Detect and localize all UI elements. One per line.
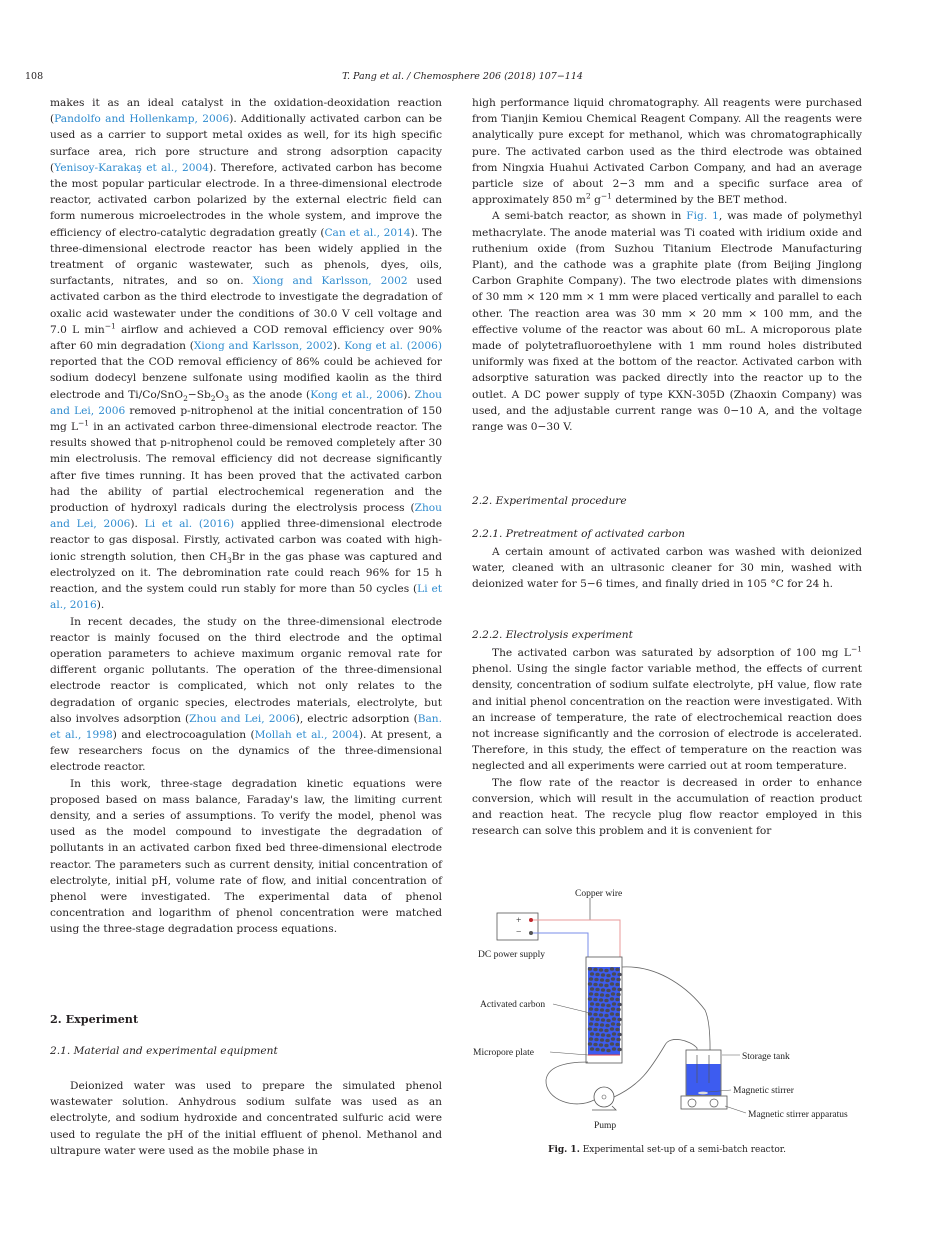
left-column-body <box>50 95 442 938</box>
carbon-granule <box>606 1019 610 1023</box>
text-run: In this work, three-stage degradation kinetic equations were proposed based on mass balance, Faraday's law, the limiting current density, and a series of assumptions. To verify the model, phenol was used as the model compound to investigate the degradation of pollutants in an activated carbon fixed bed three-dimensional electrode reactor. The parameters such as current density, initial concentration of electrolyte, initial pH, volume rate of flow, and initial concentration of phenol were investigated. The experimental data of phenol concentration and logarithm of phenol concentration were matched using the three-stage degradation process equations. <box>50 777 442 936</box>
text-run: The activated carbon was saturated by adsorption of 100 mg L <box>492 647 851 659</box>
text-run: determined by the BET method. <box>611 194 788 207</box>
superscript: 2 <box>585 191 591 201</box>
carbon-granule <box>604 1014 608 1018</box>
carbon-granule <box>611 977 615 981</box>
carbon-granule <box>612 1047 616 1051</box>
citation-link[interactable]: Kong et al., 2006 <box>310 388 404 401</box>
carbon-granule <box>610 997 614 1001</box>
carbon-granule <box>601 988 605 992</box>
label-dc-power-supply: DC power supply <box>478 950 546 960</box>
carbon-granule <box>599 1043 603 1047</box>
carbon-granule <box>612 1032 616 1036</box>
carbon-granule <box>606 989 610 993</box>
carbon-granule <box>588 1042 592 1046</box>
text-run: ). <box>333 340 345 353</box>
carbon-granule <box>594 1008 598 1012</box>
carbon-granule <box>594 993 598 997</box>
subsection-heading: 2.2. Experimental procedure <box>472 495 627 507</box>
carbon-granule <box>610 1012 614 1016</box>
label-copper-wire: Copper wire <box>575 889 623 899</box>
text-run: removed p-nitrophenol at the initial concentration of 150 mg L <box>50 404 442 434</box>
right-column-body <box>472 95 862 435</box>
citation-link[interactable]: Ban. et al., 1998 <box>50 712 442 741</box>
figure-caption-text: Experimental set-up of a semi-batch reactor. <box>582 1145 786 1155</box>
paragraph <box>472 775 862 840</box>
text-run: ). Therefore, activated carbon has become the most popular particular electrode. In a three-dimensional electrode reactor, activated carbon polarized by the external electric field can form numerous microelectrodes in the whole system, and improve the efficiency of electro-catalytic degradation greatly ( <box>50 161 442 239</box>
carbon-granule <box>617 1033 621 1037</box>
label-plus: + <box>516 916 522 926</box>
carbon-granule <box>604 999 608 1003</box>
carbon-granule <box>605 1024 609 1028</box>
text-run: Deionized water was used to prepare the simulated phenol wastewater solution. Anhydrous sodium sulfate was used as an electrolyte, and sodium hydroxide and concentrated sulfuric acid were used to regulate the pH of the initial effluent of phenol. Methanol and ultrapure water were used as the mobile phase in <box>50 1080 442 1157</box>
label-magnetic-stirrer: Magnetic stirrer <box>733 1086 794 1096</box>
carbon-granule <box>616 1008 620 1012</box>
carbon-granule <box>600 978 604 982</box>
right-column-body-2 <box>472 544 862 593</box>
citation-link[interactable]: Fig. 1 <box>686 210 719 223</box>
carbon-granule <box>589 1037 593 1041</box>
carbon-granule <box>605 994 609 998</box>
carbon-granule <box>617 1003 621 1007</box>
carbon-granule <box>600 1023 604 1027</box>
text-run: Br in the gas phase was captured and electrolyzed on it. The debromination rate could reach 96% for 15 h reaction, and the system could run stably for more than 50 cycles ( <box>50 550 443 596</box>
carbon-granule <box>601 1018 605 1022</box>
inlet-tube <box>546 1062 594 1104</box>
paragraph <box>50 95 442 614</box>
carbon-granule <box>611 1022 615 1026</box>
carbon-granule <box>617 988 621 992</box>
carbon-granule <box>599 968 603 972</box>
superscript: −1 <box>104 321 116 331</box>
text-run: ). Additionally activated carbon can be used as a carrier to support metal oxides as well, for its high specific surface area, rich pore structure and strong adsorption capacity ( <box>50 113 442 174</box>
text-run: ). The three-dimensional electrode reactor has been widely applied in the treatment of organic wastewater, such as phenols, dyes, oils, surfactants, nitrates, and so on. <box>50 226 442 288</box>
carbon-granule <box>604 969 608 973</box>
text-run: , was made of polymethyl methacrylate. The anode material was Ti coated with iridium oxide and ruthenium oxide (from Suzhou Titanium Electrode Manufacturing Plant), and the cathode was a graphite plate (from Beijing Jinglong Carbon Graphite Company). The two electrode plates with dimensions of 30 mm × 120 mm × 1 mm were placed vertically and parallel to each other. The reaction area was 30 mm × 20 mm × 100 mm, and the effective volume of the reactor was about 60 mL. A microporous plate made of polytetrafluoroethylene with 1 mm round holes distributed uniformly was fixed at the bottom of the reactor. Activated carbon with adsorptive saturation was packed directly into the reactor up to the outlet. A DC power supply of type KXN-305D (Zhaoxin Company) was used, and the adjustable current range was 0−10 A, and the voltage range was 0−30 V. <box>472 210 862 434</box>
carbon-granule <box>590 972 594 976</box>
paragraph <box>472 544 862 593</box>
citation-link[interactable]: Mollah et al., 2004 <box>254 728 359 741</box>
carbon-granule <box>606 974 610 978</box>
citation-link[interactable]: Yenisoy-Karakaş et al., 2004 <box>54 161 209 174</box>
carbon-granule <box>599 1028 603 1032</box>
carbon-granule <box>599 1013 603 1017</box>
carbon-granule <box>617 1018 621 1022</box>
carbon-granule <box>589 977 593 981</box>
carbon-granule <box>588 967 592 971</box>
carbon-granule <box>610 982 614 986</box>
carbon-granule <box>615 1013 619 1017</box>
citation-link[interactable]: Xiong and Karlsson, 2002 <box>193 340 334 353</box>
carbon-granule <box>590 987 594 991</box>
carbon-granule <box>616 1038 620 1042</box>
carbon-granule <box>601 1048 605 1052</box>
text-run: airflow and achieved a COD removal efficiency over 90% after 60 min degradation ( <box>50 323 443 353</box>
carbon-granule <box>611 1007 615 1011</box>
carbon-granule <box>600 1008 604 1012</box>
text-run: in an activated carbon three-dimensional electrode reactor. The results showed that p-nitrophenol could be removed completely after 30 min electrolusis. The removal efficiency did not decrease significantly after five times running. It has been proved that the activated carbon had the ability of partial electrochemical regeneration and the production of hydroxyl radicals during the electrolysis process ( <box>50 421 442 515</box>
superscript: −1 <box>78 418 90 428</box>
section-heading: 2. Experiment <box>50 1012 139 1026</box>
citation-link[interactable]: Zhou and Lei, 2006 <box>50 388 443 417</box>
carbon-granule <box>589 1007 593 1011</box>
label-activated-carbon: Activated carbon <box>480 1000 546 1010</box>
superscript: −1 <box>600 191 612 201</box>
text-run: phenol. Using the single factor variable method, the effects of current density, concentration of sodium sulfate electrolyte, pH value, flow rate and initial phenol concentration on the reaction were investigated. With an increase of temperature, the rate of electrochemical reaction does not increase significantly and the corrosion of electrode is accelerated. Therefore, in this study, the effect of temperature on the reaction was neglected and all experiments were carried out at room temperature. <box>472 663 862 773</box>
text-run: applied three-dimensional electrode reactor to gas disposal. Firstly, activated carbon was coated with high-ionic strength solution, then CH <box>50 518 442 563</box>
carbon-granule <box>616 993 620 997</box>
carbon-granule <box>616 1023 620 1027</box>
carbon-granule <box>612 1002 616 1006</box>
pump-suction-tube <box>614 1039 697 1097</box>
text-run: makes it as an ideal catalyst in the oxidation-deoxidation reaction ( <box>50 97 442 126</box>
carbon-granule <box>590 1017 594 1021</box>
text-run: ) and electrocoagulation ( <box>112 728 255 741</box>
text-run: ). <box>403 388 415 401</box>
subscript: 2 <box>183 393 188 403</box>
citation-link[interactable]: Kong et al. (2006) <box>344 340 442 353</box>
paragraph <box>50 614 442 776</box>
subsubsection-heading: 2.2.1. Pretreatment of activated carbon <box>472 528 685 540</box>
figure-caption <box>472 1145 862 1155</box>
text-run: ). <box>130 518 145 531</box>
running-header: T. Pang et al. / Chemosphere 206 (2018) 107−114 <box>342 71 583 82</box>
carbon-granule <box>604 1029 608 1033</box>
carbon-granule <box>595 988 599 992</box>
carbon-granule <box>610 1042 614 1046</box>
carbon-granule <box>600 993 604 997</box>
carbon-granule <box>612 972 616 976</box>
carbon-granule <box>595 1003 599 1007</box>
carbon-granule <box>593 983 597 987</box>
paragraph <box>472 645 862 775</box>
carbon-granule <box>611 992 615 996</box>
figure-caption-label: Fig. 1. <box>548 1145 580 1155</box>
carbon-granule <box>606 1004 610 1008</box>
text-run: ). <box>96 599 105 612</box>
carbon-granule <box>595 1033 599 1037</box>
paragraph <box>50 1078 442 1159</box>
subsection-heading: 2.1. Material and experimental equipment <box>50 1045 278 1057</box>
carbon-granule <box>612 987 616 991</box>
carbon-granule <box>616 978 620 982</box>
carbon-granule <box>594 978 598 982</box>
carbon-granule <box>615 983 619 987</box>
paragraph <box>50 776 442 938</box>
carbon-granule <box>605 979 609 983</box>
text-run: high performance liquid chromatography. All reagents were purchased from Tianjin Kemiou Chemical Reagent Company. All the reagents were analytically pure except for methanol, which was chromatographically pure. The activated carbon used as the third electrode was obtained from Ningxia Huahui Activated Carbon Company, and had an average particle size of about 2−3 mm and a specific surface area of approximately 850 m <box>472 97 862 207</box>
carbon-granule <box>610 1027 614 1031</box>
carbon-granule <box>615 1028 619 1032</box>
text-run: O <box>215 388 225 401</box>
citation-link[interactable]: Li et al., 2016 <box>50 583 442 612</box>
carbon-granule <box>593 968 597 972</box>
carbon-granule <box>590 1047 594 1051</box>
label-minus: − <box>516 928 522 938</box>
carbon-granule <box>601 1033 605 1037</box>
carbon-granule <box>617 1048 621 1052</box>
paragraph <box>472 95 862 208</box>
carbon-granule <box>606 1034 610 1038</box>
carbon-granule <box>617 973 621 977</box>
text-run: −Sb <box>187 388 211 401</box>
label-storage-tank: Storage tank <box>742 1052 790 1062</box>
carbon-granule <box>595 1018 599 1022</box>
carbon-granule <box>593 998 597 1002</box>
carbon-granule <box>590 1032 594 1036</box>
figure-reactor-diagram <box>470 880 890 1145</box>
citation-link[interactable]: Can et al., 2014 <box>324 226 411 239</box>
carbon-granule <box>600 1038 604 1042</box>
carbon-granule <box>601 1003 605 1007</box>
carbon-granule <box>594 1038 598 1042</box>
carbon-granule <box>588 982 592 986</box>
carbon-granule <box>593 1028 597 1032</box>
text-run: g <box>590 194 601 207</box>
text-run: as the anode ( <box>229 388 311 401</box>
carbon-granule <box>605 1009 609 1013</box>
label-micropore-plate: Micropore plate <box>473 1048 534 1058</box>
text-run: In recent decades, the study on the three-dimensional electrode reactor is mainly focused on the third electrode and the optimal operation parameters to achieve maximum organic removal rate for different organic pollutants. The operation of the three-dimensional electrode reactor is complicated, which not only relates to the degradation of organic species, electrodes materials, electrolyte, but also involves adsorption ( <box>50 615 442 725</box>
text-run: used activated carbon as the third electrode to investigate the degradation of oxalic acid wastewater under the conditions of 30.0 V cell voltage and 7.0 L min <box>50 275 442 336</box>
carbon-granule <box>590 1002 594 1006</box>
carbon-granule <box>604 984 608 988</box>
label-pump: Pump <box>594 1121 617 1131</box>
carbon-granule <box>612 1017 616 1021</box>
carbon-granule <box>595 1048 599 1052</box>
left-column-body-2 <box>50 1078 442 1159</box>
carbon-granule <box>611 1037 615 1041</box>
carbon-granule <box>589 1022 593 1026</box>
subsubsection-heading: 2.2.2. Electrolysis experiment <box>472 629 633 641</box>
carbon-granule <box>599 998 603 1002</box>
text-run: ). At present, a few researchers focus on the dynamics of the three-dimensional electrode reactor. <box>50 728 442 774</box>
right-column-body-3 <box>472 645 862 839</box>
text-run: The flow rate of the reactor is decreased in order to enhance conversion, which will result in the accumulation of reaction product and reaction heat. The recycle plug flow reactor employed in this research can solve this problem and it is convenient for <box>472 776 862 838</box>
citation-link[interactable]: Li et al. (2016) <box>144 518 235 531</box>
carbon-granule <box>605 1039 609 1043</box>
carbon-granule <box>601 973 605 977</box>
carbon-granule <box>594 1023 598 1027</box>
paragraph <box>472 208 862 435</box>
carbon-granule <box>615 968 619 972</box>
text-run: A semi-batch reactor, as shown in <box>492 210 687 223</box>
carbon-granule <box>595 973 599 977</box>
carbon-granule <box>610 967 614 971</box>
carbon-granule <box>606 1049 610 1053</box>
citation-link[interactable]: Pandolfo and Hollenkamp, 2006 <box>54 113 230 126</box>
citation-link[interactable]: Zhou and Lei, 2006 <box>50 502 442 531</box>
carbon-granule <box>589 992 593 996</box>
carbon-granule <box>593 1013 597 1017</box>
carbon-granule <box>588 997 592 1001</box>
subscript: 3 <box>226 555 232 565</box>
carbon-granule <box>615 1043 619 1047</box>
carbon-granule <box>599 983 603 987</box>
carbon-granule <box>604 1044 608 1048</box>
page-number: 108 <box>25 71 44 82</box>
text-run: A certain amount of activated carbon was washed with deionized water, cleaned with an ultrasonic cleaner for 30 min, washed with deionized water for 5−6 times, and finally dried in 105 °C for 24 h. <box>472 546 862 591</box>
text-run: ), electric adsorption ( <box>295 712 418 725</box>
subscript: 2 <box>210 393 216 403</box>
carbon-granule <box>588 1027 592 1031</box>
superscript: −1 <box>850 644 862 654</box>
carbon-granule <box>593 1043 597 1047</box>
carbon-granule <box>615 998 619 1002</box>
text-run: reported that the COD removal efficiency of 86% could be achieved for sodium dodecyl benzene sulfonate using modified kaolin as the third electrode and Ti/Co/SnO <box>50 356 442 401</box>
citation-link[interactable]: Xiong and Karlsson, 2002 <box>252 275 408 288</box>
citation-link[interactable]: Zhou and Lei, 2006 <box>189 712 296 725</box>
subscript: 3 <box>224 393 230 403</box>
label-magnetic-stirrer-apparatus: Magnetic stirrer apparatus <box>748 1110 848 1120</box>
